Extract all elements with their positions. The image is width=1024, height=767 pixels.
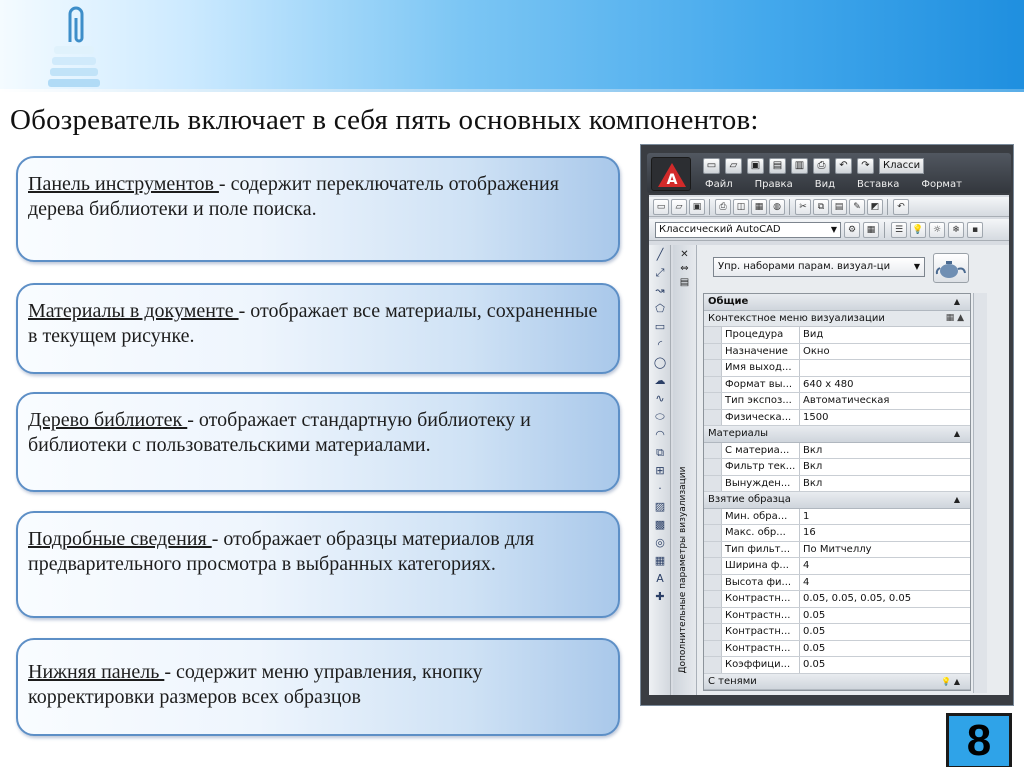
- print-icon[interactable]: ⎙: [715, 199, 731, 215]
- collapse-icon[interactable]: ▲: [953, 495, 960, 505]
- property-name: Контрастн...: [722, 591, 800, 607]
- toolbar-separator: [884, 222, 886, 238]
- autocad-screenshot: [640, 144, 1014, 706]
- card-term: Материалы в документе: [28, 300, 239, 322]
- draw-toolbar: [649, 245, 671, 695]
- arc-icon[interactable]: ◜: [657, 338, 663, 351]
- lightbulb-icon[interactable]: 💡 ▲: [941, 676, 960, 686]
- table-icon[interactable]: ▦: [654, 554, 666, 567]
- save-icon[interactable]: ▣: [747, 158, 764, 174]
- workspace-settings-icon[interactable]: ⚙: [844, 222, 860, 238]
- property-row[interactable]: [704, 344, 970, 361]
- category-label: Материалы: [708, 428, 768, 440]
- palette-menu-icon[interactable]: ▤: [679, 277, 690, 288]
- card-description: - содержит меню управления, кнопку корректировки размеров всех образцов: [28, 661, 483, 708]
- property-row[interactable]: [704, 525, 970, 542]
- quick-access-toolbar: [703, 157, 924, 175]
- revision-cloud-icon[interactable]: ☁: [654, 374, 666, 387]
- subcategory-render-context[interactable]: [704, 311, 970, 328]
- property-name: Имя выход...: [722, 360, 800, 376]
- property-value[interactable]: Вкл: [803, 477, 823, 489]
- open-folder-icon[interactable]: ▱: [725, 158, 742, 174]
- menu-bar: [705, 179, 962, 190]
- line-icon[interactable]: ╱: [656, 248, 664, 261]
- mtext-icon[interactable]: A: [656, 572, 664, 585]
- sun-icon[interactable]: ☼: [929, 222, 945, 238]
- menu-item-insert[interactable]: Вставка: [856, 179, 900, 190]
- property-value[interactable]: 1: [803, 510, 810, 522]
- plot-icon[interactable]: ▦: [751, 199, 767, 215]
- chevron-down-icon: ▼: [913, 262, 920, 271]
- property-value[interactable]: 640 x 480: [803, 378, 854, 390]
- ellipse-arc-icon[interactable]: ◠: [655, 428, 665, 441]
- property-row[interactable]: [704, 377, 970, 394]
- ellipse-icon[interactable]: ⬭: [655, 410, 665, 423]
- property-value[interactable]: [800, 360, 970, 376]
- region-icon[interactable]: ◎: [655, 536, 665, 549]
- workspace-select[interactable]: [655, 222, 841, 238]
- property-value[interactable]: Вид: [803, 329, 824, 340]
- toolbar-separator: [887, 199, 889, 215]
- slide-header-band: [0, 0, 1024, 92]
- card-toolbar: [16, 156, 620, 262]
- app-letter: A: [666, 172, 678, 188]
- property-row[interactable]: [704, 591, 970, 608]
- save-icon[interactable]: ▣: [689, 199, 705, 215]
- property-value[interactable]: Вкл: [803, 444, 823, 456]
- category-sampling[interactable]: [704, 492, 970, 509]
- property-row[interactable]: [704, 575, 970, 592]
- make-block-icon[interactable]: ⊞: [655, 464, 665, 477]
- autocad-logo-icon: [656, 161, 688, 189]
- insert-block-icon[interactable]: ⧉: [656, 446, 664, 459]
- category-label: Взятие образца: [708, 494, 791, 506]
- circle-icon[interactable]: ◯: [653, 356, 667, 369]
- property-name: Физическа...: [722, 410, 800, 426]
- print-icon[interactable]: ⎙: [813, 158, 830, 174]
- property-row[interactable]: [704, 558, 970, 575]
- hatch-icon[interactable]: ▨: [654, 500, 666, 513]
- property-name: Вынужден...: [722, 476, 800, 492]
- render-preset-value: Упр. наборами парам. визуал-ци: [718, 261, 891, 272]
- collapse-icon[interactable]: ▲: [953, 297, 960, 307]
- property-name: Контрастн...: [722, 624, 800, 640]
- match-properties-icon[interactable]: ✎: [849, 199, 865, 215]
- property-row[interactable]: [704, 393, 970, 410]
- undo-icon[interactable]: ↶: [893, 199, 909, 215]
- autohide-icon[interactable]: ⇔: [680, 263, 689, 274]
- spline-icon[interactable]: ∿: [655, 392, 665, 405]
- property-name: Назначение: [722, 344, 800, 360]
- property-row[interactable]: [704, 509, 970, 526]
- category-label: С тенями: [708, 675, 757, 687]
- layer-color-icon[interactable]: ▪: [967, 222, 983, 238]
- chevron-down-icon: ▼: [830, 224, 837, 234]
- redo-icon[interactable]: ↷: [857, 158, 874, 174]
- paste-icon[interactable]: ▤: [831, 199, 847, 215]
- palette-title: Дополнительные параметры визуализации: [678, 466, 688, 674]
- context-tools-icon[interactable]: ▦ ▲: [945, 313, 964, 324]
- property-name: Высота фи...: [722, 575, 800, 591]
- render-properties-grid: [703, 293, 971, 691]
- autocad-app-button[interactable]: [651, 157, 691, 191]
- render-teapot-icon[interactable]: [933, 253, 969, 283]
- workspace-combo[interactable]: Класси: [879, 158, 924, 174]
- cut-icon[interactable]: ✂: [795, 199, 811, 215]
- menu-item-format[interactable]: Формат: [921, 179, 962, 190]
- publish-icon[interactable]: ▥: [791, 158, 808, 174]
- category-materials[interactable]: [704, 426, 970, 443]
- polyline-icon[interactable]: ↝: [655, 284, 665, 297]
- property-name: Коэффици...: [722, 657, 800, 673]
- teapot-icon: [934, 254, 968, 282]
- property-value[interactable]: 4: [803, 560, 810, 571]
- property-value[interactable]: Окно: [803, 345, 830, 357]
- card-term: Подробные сведения: [28, 528, 212, 550]
- menu-item-edit[interactable]: Правка: [754, 179, 793, 190]
- property-row[interactable]: [704, 443, 970, 460]
- category-general[interactable]: [704, 294, 970, 311]
- toolbar-separator: [709, 199, 711, 215]
- property-name: Макс. обр...: [722, 525, 800, 541]
- property-name: Тип фильт...: [722, 542, 800, 558]
- save-as-icon[interactable]: ▤: [769, 158, 786, 174]
- card-term: Нижняя панель: [28, 661, 165, 683]
- property-value[interactable]: 0.05, 0.05, 0.05, 0.05: [803, 593, 912, 604]
- property-value[interactable]: 0.05: [803, 659, 826, 670]
- menu-item-view[interactable]: Вид: [814, 179, 835, 190]
- workspaces-toolbar: [649, 219, 1009, 241]
- standard-toolbar: [649, 197, 1009, 217]
- construction-line-icon[interactable]: ⤢: [655, 266, 665, 279]
- point-icon[interactable]: ·: [658, 482, 662, 495]
- property-row[interactable]: [704, 608, 970, 625]
- property-name: Мин. обра...: [722, 509, 800, 525]
- property-row[interactable]: [704, 641, 970, 658]
- property-name: Формат вы...: [722, 377, 800, 393]
- property-name: Тип экспоз...: [722, 393, 800, 409]
- collapse-icon[interactable]: ▲: [953, 429, 960, 439]
- slide-title: Обозреватель включает в себя пять основных компонентов:: [10, 104, 759, 136]
- card-term: Дерево библиотек: [28, 409, 188, 431]
- category-label: Общие: [708, 296, 749, 308]
- advanced-render-settings-palette: [673, 245, 1009, 695]
- copy-icon[interactable]: ⧉: [813, 199, 829, 215]
- property-value[interactable]: Автоматическая: [803, 395, 890, 406]
- property-row[interactable]: [704, 459, 970, 476]
- property-name: Процедура: [722, 327, 800, 343]
- card-description: - отображает все материалы, сохраненные в текущем рисунке.: [28, 300, 598, 347]
- property-name: Контрастн...: [722, 641, 800, 657]
- palette-scrollbar[interactable]: [973, 293, 987, 693]
- property-row[interactable]: [704, 657, 970, 674]
- block-editor-icon[interactable]: ◩: [867, 199, 883, 215]
- close-icon[interactable]: ✕: [680, 249, 689, 260]
- lightbulb-icon[interactable]: 💡: [910, 222, 926, 238]
- property-value[interactable]: 1500: [803, 411, 829, 423]
- card-library-tree: [16, 392, 620, 492]
- property-value[interactable]: 4: [803, 576, 810, 588]
- card-details: [16, 511, 620, 618]
- toolbar-separator: [789, 199, 791, 215]
- autocad-workspace: [649, 195, 1009, 695]
- open-icon[interactable]: ▱: [671, 199, 687, 215]
- new-icon[interactable]: ▭: [653, 199, 669, 215]
- card-description: - отображает стандартную библиотеку и библиотеки с пользовательскими материалами.: [28, 409, 531, 456]
- rectangle-icon[interactable]: ▭: [654, 320, 666, 333]
- property-row[interactable]: [704, 624, 970, 641]
- property-row[interactable]: [704, 410, 970, 427]
- render-preset-select[interactable]: [713, 257, 925, 277]
- property-value[interactable]: Вкл: [803, 461, 823, 472]
- preview-icon[interactable]: ◫: [733, 199, 749, 215]
- property-row[interactable]: [704, 360, 970, 377]
- menu-item-file[interactable]: Файл: [705, 179, 733, 190]
- property-name: Ширина ф...: [722, 558, 800, 574]
- property-name: Контрастн...: [722, 608, 800, 624]
- property-value[interactable]: 0.05: [803, 642, 826, 654]
- new-file-icon[interactable]: ▭: [703, 158, 720, 174]
- autocad-title-area: [647, 153, 1011, 193]
- card-bottom-panel: [16, 638, 620, 736]
- property-row[interactable]: [704, 476, 970, 493]
- workspace-lock-icon[interactable]: ▦: [863, 222, 879, 238]
- palette-title-strip[interactable]: [673, 245, 697, 695]
- category-shadows[interactable]: [704, 674, 970, 691]
- property-value[interactable]: 0.05: [803, 626, 826, 637]
- card-document-materials: [16, 283, 620, 374]
- add-selected-icon[interactable]: ✚: [655, 590, 665, 603]
- workspace-select-value: Классический AutoCAD: [659, 223, 781, 235]
- property-row[interactable]: [704, 327, 970, 344]
- property-row[interactable]: [704, 542, 970, 559]
- card-term: Панель инструментов: [28, 173, 219, 195]
- property-value[interactable]: По Митчеллу: [803, 543, 872, 555]
- category-label: Контекстное меню визуализации: [708, 312, 885, 324]
- property-name: Фильтр тек...: [722, 459, 800, 475]
- paperclip-logo-icon: [42, 2, 106, 90]
- undo-icon[interactable]: ↶: [835, 158, 852, 174]
- globe-icon[interactable]: ◍: [769, 199, 785, 215]
- property-value[interactable]: 0.05: [803, 609, 826, 621]
- property-name: С материа...: [722, 443, 800, 459]
- freeze-icon[interactable]: ❄: [948, 222, 964, 238]
- gradient-icon[interactable]: ▩: [654, 518, 666, 531]
- card-description: - отображает образцы материалов для предварительного просмотра в выбранных категориях.: [28, 528, 535, 575]
- property-value[interactable]: 16: [803, 527, 816, 538]
- polygon-icon[interactable]: ⬠: [655, 302, 665, 315]
- card-description: - содержит переключатель отображения дерева библиотеки и поле поиска.: [28, 173, 559, 220]
- page-number-badge: 8: [946, 713, 1012, 767]
- layer-properties-icon[interactable]: ☰: [891, 222, 907, 238]
